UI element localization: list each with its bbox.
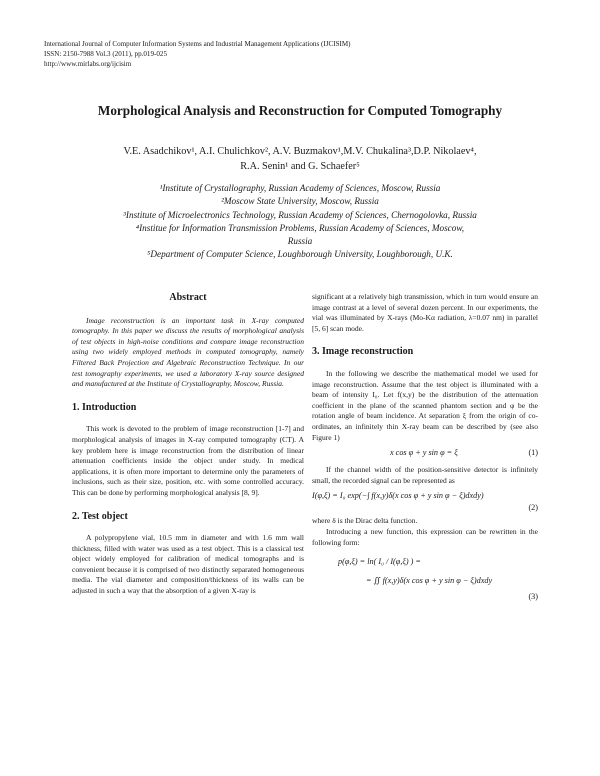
author-line-2: R.A. Senin¹ and G. Schaefer⁵ — [240, 161, 360, 172]
affiliation-2: ²Moscow State University, Moscow, Russia — [221, 196, 379, 207]
equation-3b-body: = ∬ f(x,y)δ(x cos φ + y sin φ − ξ)dxdy — [366, 576, 493, 586]
affiliation-4: ⁴Institue for Information Transmission Problems, Russian Academy of Sciences, Moscow, — [135, 222, 465, 233]
equation-3-number: (3) — [528, 592, 538, 602]
author-list — [100, 144, 500, 174]
test-object-continued: significant at a relatively high transmission, which in turn would ensure an image contrast at a level of several dozen percent. In our experiments, the vial was illuminated by X-rays (Mo-Kα radiation, λ=0.07 nm) in parallel [5, 6] scan mode. — [312, 292, 538, 333]
affiliation-list — [60, 182, 540, 262]
author-line-1: V.E. Asadchikov¹, A.I. Chulichkov², A.V. Buzmakov¹,M.V. Chukalina³,D.P. Nikolaev⁴, — [123, 146, 477, 157]
abstract-heading: Abstract — [169, 292, 207, 303]
reconstruction-para-4: Introducing a new function, this expression can be rewritten in the following form: — [312, 526, 538, 547]
equation-3b — [312, 574, 538, 606]
equation-1-number: (1) — [528, 448, 538, 458]
journal-header — [44, 39, 351, 69]
introduction-text: This work is devoted to the problem of image reconstruction [1-7] and morphological analysis of images in X-ray computed tomography (CT). A key problem here is image reconstruction from the distribution of linear attenuation coefficients inside the object under study. In medical applications, it is often more important to determine only the parameters of inclusions, such as their size, position, etc. with some controlled accuracy. This can be done by performing morphological analysis [8, 9]. — [72, 424, 304, 497]
equation-2-body: I(φ,ξ) = I₀ exp(−∫ f(x,y)δ(x cos φ + y sin φ − ξ)dxdy) — [312, 491, 484, 501]
affiliation-5: ⁵Department of Computer Science, Loughborough University, Loughborough, U.K. — [147, 249, 453, 260]
equation-3a-body: p(φ,ξ) = ln( I₀ / I(φ,ξ) ) = — [338, 557, 421, 567]
affiliation-3: ³Institute of Microelectronics Technology, Russian Academy of Sciences, Chernogolovka, Russia — [123, 209, 477, 220]
reconstruction-para-2: If the channel width of the position-sensitive detector is infinitely small, the recorded signal can be represented as — [312, 465, 538, 485]
image-reconstruction-heading: 3. Image reconstruction — [312, 346, 414, 358]
equation-1 — [312, 443, 538, 465]
equation-2-number: (2) — [528, 503, 538, 513]
equation-2 — [312, 486, 538, 516]
test-object-heading: 2. Test object — [72, 510, 128, 522]
abstract-text: Image reconstruction is an important task in X-ray computed tomography. In this paper we discuss the results of morphological analysis of test objects in high-noise conditions and compare image reconstruction using two widely employed methods in computed tomography, namely Filtered Back Projection and Algebraic Reconstruction Technique. In our test tomography experiments, we used a laboratory X-ray source designed and manufactured at the Institute of Crystallography, Moscow, Russia. — [72, 315, 304, 389]
reconstruction-para-1: In the following we describe the mathematical model we used for image reconstruction. Assume that the test object is illuminated with a beam of intensity I₀. Let f(x,y) be the distribution of the attenuation coefficient in the plane of the scanned phantom section and φ be the rotation angle of beam incidence. At separation ξ from the origin of co-ordinates, an infinitely thin X-ray beam can be described by (see also Figure 1) — [312, 368, 538, 442]
introduction-heading: 1. Introduction — [72, 401, 137, 413]
test-object-text: A polypropylene vial, 10.5 mm in diameter and with 1.6 mm wall thickness, filled with water was used as a test object. This is a classical test object widely employed for calibration of medical tomographs and is convenient because it is comprised of two distinctly separated homogeneous media. The vial diameter and composition/thickness of its walls can be adjusted in such a way that the absorption of a given X-ray is — [72, 533, 304, 596]
journal-issn: ISSN: 2150-7988 Vol.3 (2011), pp.019-025 — [44, 50, 168, 58]
right-column — [312, 292, 538, 606]
journal-url: http://www.mirlabs.org/ijcisim — [44, 60, 132, 68]
left-column — [72, 293, 304, 597]
reconstruction-para-3: where δ is the Dirac delta function. — [312, 516, 418, 526]
affiliation-1: ¹Institute of Crystallography, Russian Academy of Sciences, Moscow, Russia — [159, 183, 441, 193]
journal-name: International Journal of Computer Information Systems and Industrial Management Applications (IJCISIM) — [44, 40, 351, 48]
affiliation-4-cont: Russia — [287, 236, 313, 247]
equation-3a — [312, 548, 538, 574]
paper-title: Morphological Analysis and Reconstruction for Computed Tomography — [97, 103, 503, 118]
equation-1-body: x cos φ + y sin φ = ξ — [390, 448, 458, 458]
